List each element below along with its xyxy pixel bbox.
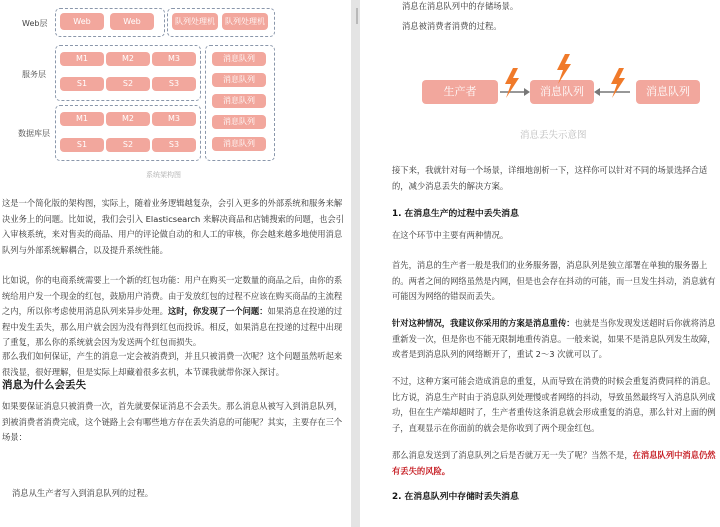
service-box: S3 xyxy=(152,77,196,91)
queue-box: 消息队列 xyxy=(212,115,266,129)
service-layer-label: 服务层 xyxy=(22,70,46,79)
lightning-icon xyxy=(611,68,625,98)
paragraph: 在这个环节中主要有两种情况。 xyxy=(392,230,509,240)
queue-box: 消息队列 xyxy=(212,94,266,108)
arrow-head xyxy=(524,88,530,96)
paragraph: 针对这种情况，我建议你采用的方案是消息重传：也就是当你发现发送超时后你就将消息重新发一次，但是你也不能无限制地重传消息。一般来说，如果不是消息队列发生故障，或者是到消息队列的网络断开了，重试 2～3 次就可以了。 xyxy=(392,318,716,359)
paragraph: 那么我们如何保证，产生的消息一定会被消费到，并且只被消费一次呢？这个问题虽然听起来很浅显，很好理解，但是实际上却藏着很多玄机，本节课我就带你深入探讨。 xyxy=(2,351,343,377)
web-layer-label: Web层 xyxy=(22,19,48,28)
list-item: 消息被消费者消费的过程。 xyxy=(402,21,502,31)
architecture-diagram xyxy=(0,0,351,180)
paragraph: 首先，消息的生产者一般是我们的业务服务器，消息队列是独立部署在单独的服务器上的。两者之间的网络虽然是内网，但是也会存在抖动的可能，而一旦发生抖动，消息就有可能因为网络的错误而丢失。 xyxy=(392,260,716,301)
paragraph: 如果要保证消息只被消费一次，首先就要保证消息不会丢失。那么消息从被写入到消息队列，到被消费者消费完成，这个链路上会有哪些地方存在丢失消息的可能呢？其实，主要存在三个场景： xyxy=(2,401,343,442)
consumer-box: 消息队列 xyxy=(636,80,700,104)
lightning-icon xyxy=(557,54,571,84)
data-layer-label: 数据库层 xyxy=(18,129,50,138)
list-item: 消息从生产者写入到消息队列的过程。 xyxy=(12,488,154,498)
diagram-caption: 消息丢失示意图 xyxy=(520,130,587,141)
db-box: S3 xyxy=(152,138,196,152)
db-box: M1 xyxy=(60,112,104,126)
paragraph: 这是一个简化版的架构图，实际上，随着业务逻辑越复杂，会引入更多的外部系统和服务来解决业务上的问题。比如说，我们会引入 Elasticsearch 来解决商品和店铺搜索的问题，也会引入审核系统，来对售卖的商品、用户的评论做自动的和人工的审核，你会越来越多地使用消息队列与外部系统解耦合，以及提升系统性能。 xyxy=(2,198,345,255)
arrow-head xyxy=(594,88,600,96)
left-page xyxy=(0,0,351,527)
producer-box: 生产者 xyxy=(422,80,498,104)
service-box: S2 xyxy=(106,77,150,91)
service-box: S1 xyxy=(60,77,104,91)
right-page xyxy=(360,0,720,527)
section-heading: 1. 在消息生产的过程中丢失消息 xyxy=(392,209,519,219)
db-box: S1 xyxy=(60,138,104,152)
queue-box: 消息队列 xyxy=(212,73,266,87)
paragraph: 比如说，你的电商系统需要上一个新的红包功能：用户在购买一定数量的商品之后，由你的系统给用户发一个现金的红包，鼓励用户消费。由于发放红包的过程不应该在购买商品的主流程之内，所以你考虑使用消息队列来异步处理。这时，你发现了一个问题：如果消息在投递的过程中发生丢失，那么用户就会因为没有得到红包而投诉。相反，如果消息在投递的过程中出现了重复，那么你的系统就会因为发送两个红包而损失。 xyxy=(2,275,343,347)
service-box: M2 xyxy=(106,52,150,66)
db-box: M2 xyxy=(106,112,150,126)
db-box: M3 xyxy=(152,112,196,126)
web-box: Web xyxy=(60,13,104,30)
queue-processor-box: 队列处理机 xyxy=(172,13,218,30)
flow-arrows xyxy=(360,50,720,120)
queue-box: 消息队列 xyxy=(212,52,266,66)
paragraph: 不过，这种方案可能会造成消息的重复，从而导致在消费的时候会重复消费同样的消息。比方说，消息生产时由于消息队列处理慢或者网络的抖动，导致虽然最终写入消息队列成功，但在生产端却超时了，生产者重传这条消息就会形成重复的消息，那么针对上面的例子，直观显示在你面前的就会是你收到了两个现金红包。 xyxy=(392,376,716,433)
lightning-icon xyxy=(505,68,519,98)
section-heading: 2. 在消息队列中存储时丢失消息 xyxy=(392,492,519,502)
diagram-caption: 系统架构图 xyxy=(146,171,181,179)
service-box: M1 xyxy=(60,52,104,66)
section-heading: 消息为什么会丢失 xyxy=(2,379,86,391)
list-item: 消息在消息队列中的存储场景。 xyxy=(402,1,519,11)
page-gutter xyxy=(351,0,360,527)
queue-box: 消息队列 xyxy=(530,80,594,104)
queue-processor-box: 队列处理机 xyxy=(222,13,268,30)
paragraph: 那么消息发送到了消息队列之后是否就万无一失了呢？当然不是，在消息队列中消息仍然有丢失的风险。 xyxy=(392,450,716,476)
db-box: S2 xyxy=(106,138,150,152)
queue-box: 消息队列 xyxy=(212,137,266,151)
service-box: M3 xyxy=(152,52,196,66)
web-box: Web xyxy=(110,13,154,30)
paragraph: 接下来，我就针对每一个场景，详细地剖析一下，这样你可以针对不同的场景选择合适的，减少消息丢失的解决方案。 xyxy=(392,165,708,191)
